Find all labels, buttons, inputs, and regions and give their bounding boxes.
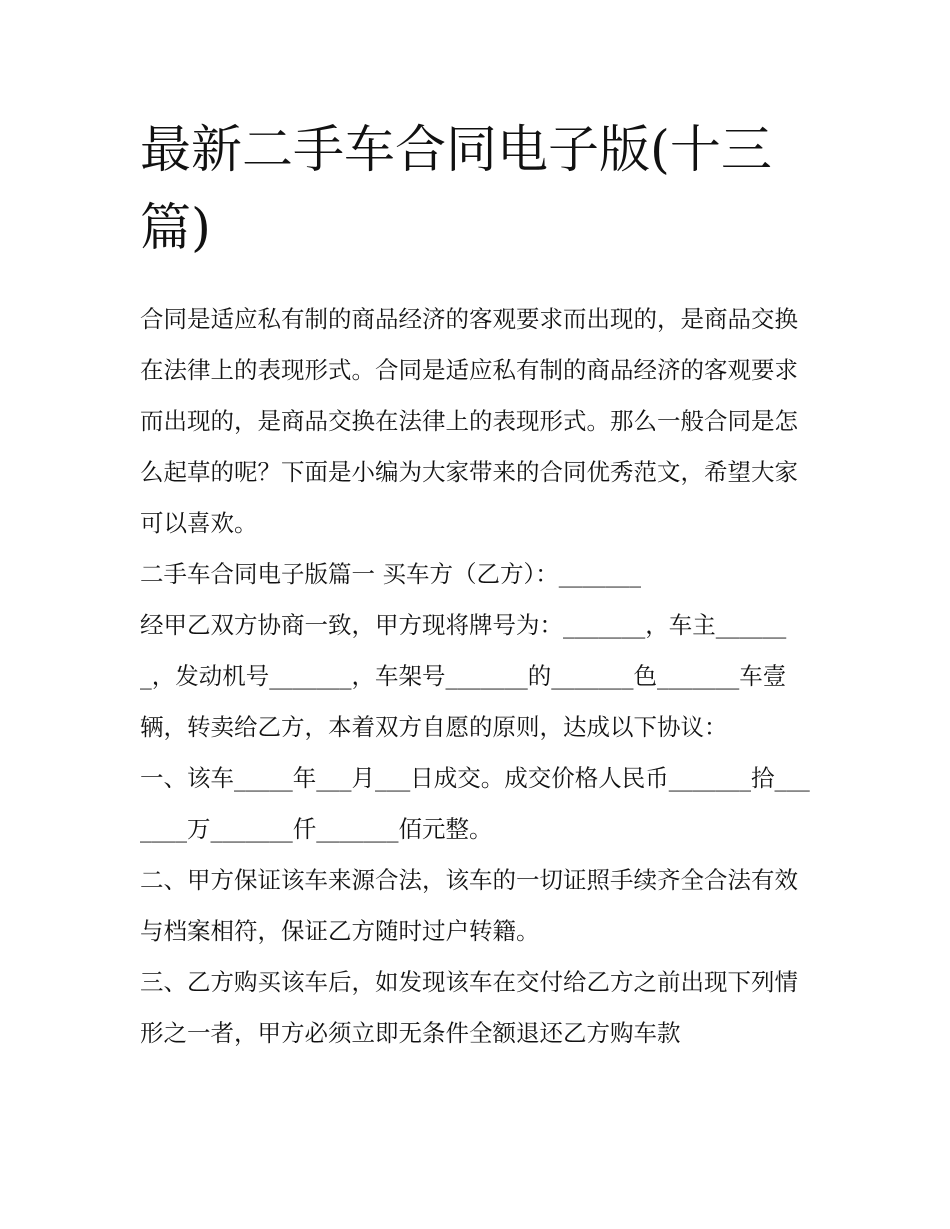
clause-three-paragraph: 三、乙方购买该车后，如发现该车在交付给乙方之前出现下列情形之一者，甲方必须立即无条件全额退还乙方购车款 bbox=[140, 968, 798, 1047]
clause-two-paragraph: 二、甲方保证该车来源合法，该车的一切证照手续齐全合法有效与档案相符，保证乙方随时过户转籍。 bbox=[140, 866, 798, 945]
document-body bbox=[140, 294, 812, 1059]
section-heading-paragraph: 二手车合同电子版篇一 买车方（乙方）：_______ bbox=[140, 560, 641, 588]
document-title: 最新二手车合同电子版(十三篇) bbox=[140, 121, 772, 258]
intro-paragraph: 合同是适应私有制的商品经济的客观要求而出现的，是商品交换在法律上的表现形式。合同是适应私有制的商品经济的客观要求而出现的，是商品交换在法律上的表现形式。那么一般合同是怎么起草的呢？下面是小编为大家带来的合同优秀范文，希望大家可以喜欢。 bbox=[140, 305, 798, 537]
agreement-paragraph: 经甲乙双方协商一致，甲方现将牌号为：_______，车主_______，发动机号_______，车架号_______的_______色_______车壹辆，转卖给乙方，本着双方自愿的原则，达成以下协议： bbox=[140, 611, 787, 741]
clause-one-paragraph: 一、该车_____年___月___日成交。成交价格人民币_______拾_______万_______仟_______佰元整。 bbox=[140, 764, 810, 843]
